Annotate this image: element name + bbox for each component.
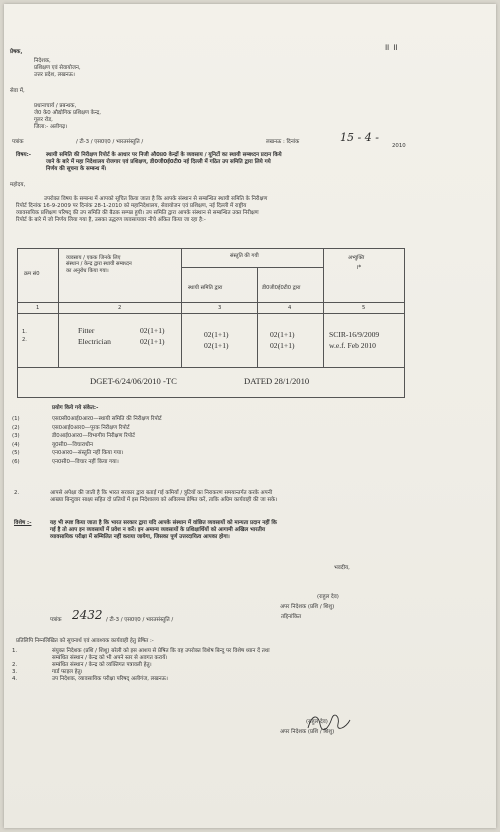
para1-line: रिपोर्ट दिनांक 16-9-2009 पर दिनांक 28-1-2010 को महानिदेशालय, सेवायोजन एवं प्रशिक्षण, नई दिल्ली में राष्ट्रीय — [16, 202, 247, 209]
remarks-mark: ।* — [356, 264, 362, 271]
special-label: विशेष :- — [14, 520, 32, 526]
row-remarks: SCIR-16/9/2009 — [329, 330, 380, 339]
endorse-middle: / टी-3 / एस0ए0 / भारतसंस्तुति / — [106, 617, 174, 623]
subject-label: विषय:- — [16, 152, 32, 158]
header-trade-line: का अनुरोध किया गया। — [66, 267, 109, 274]
signer1-title: अपर निदेशक (प्रशि / शिशु) — [280, 604, 335, 610]
copy-item: 4. उप निदेशक, व्यावसायिक परीक्षा परिषद् अलीगंज, लखनऊ। — [12, 675, 168, 682]
header-recommended: संस्तुति की गयी — [230, 253, 259, 259]
abbreviations-title: प्रयोग किये गये संकेत:- — [52, 405, 99, 411]
header-remarks: अभ्युक्ति — [348, 255, 365, 261]
row-sno: 1. — [22, 329, 27, 335]
recipient-line: गूलर रोड, — [34, 116, 53, 123]
header-trade — [66, 255, 132, 274]
copy-item: 3. गार्ड फाइल हेतु। — [12, 668, 83, 675]
abbrev-item: (1) एस0सी0आई0आर0—स्थायी समिति की निरीक्षण रिपोर्ट — [12, 416, 162, 422]
sender-line: प्रशिक्षण एवं सेवायोजन, — [34, 64, 81, 71]
corner-pen-mark: ॥ ॥ — [384, 43, 398, 53]
sender-line: निदेशक, — [34, 58, 51, 64]
special-line: गई है तो आप इन व्यवसायों में प्रवेश न करें। इन अमान्य व्यवसायों के प्रशिक्षार्थियों को आगामी अखिल भारतीय — [50, 526, 266, 533]
row-units: 02(1+1) — [140, 337, 165, 346]
endorse-prefix: पत्रांक — [50, 617, 62, 623]
recipient-line: प्रधानाचार्य / प्रबन्धक, — [34, 103, 77, 109]
row-units: 02(1+1) — [140, 326, 165, 335]
sender-label: प्रेषक, — [10, 49, 23, 55]
salutation: महोदय, — [10, 182, 26, 188]
subject-line: निर्णय की सूचना के सम्बन्ध में। — [46, 165, 107, 172]
abbrev-item: (5) एन0आर0—संस्तुति नहीं किया गया। — [12, 450, 124, 457]
endorse-number: 2432 — [72, 608, 103, 622]
para1-line: व्यावसायिक प्रशिक्षण परिषद् की उप समिति की बैठक सम्पन्न हुयी। उप समिति द्वारा आपके संस्थान से सम्बन्धित उक्त निरीक्षण — [16, 209, 259, 216]
para1-line: उपरोक्त विषय के सम्बन्ध में आपको सूचित किया जाता है कि आपके संस्थान से सम्बन्धित स्थायी समिति के निरीक्षण — [44, 196, 268, 202]
signer2-title: अपर निदेशक (प्रशि / शिशु) — [280, 729, 335, 735]
to-label: सेवा में, — [10, 88, 25, 94]
header-by-dget: डी0जी0ई0टी0 द्वारा — [262, 285, 301, 291]
handwritten-date: 15 - 4 - — [340, 131, 379, 144]
abbrev-item: (6) एन0सी0—विचार नहीं किया गया। — [12, 458, 119, 465]
copy-list — [12, 648, 270, 683]
header-sno: क्रम सं0 — [24, 271, 40, 277]
subject-text — [46, 152, 282, 173]
subject-line: जाने के बारे में महा निदेशालय रोजगार एवं प्रशिक्षण, डी0जी0ई0टी0 नई दिल्ली में गठित उप समिति द्वारा लिये गये — [46, 158, 271, 165]
header-by-committee: स्थायी समिति द्वारा — [188, 285, 223, 291]
closing: भवदीय, — [334, 565, 350, 571]
abbrev-item: (3) डी0आई0आर0—विभागीय निरीक्षण रिपोर्ट — [12, 433, 135, 440]
paragraph-1 — [16, 196, 267, 224]
copy-item: 2. सम्बंधित संस्थान / केन्द्र को व्यक्तिगत पत्रावली हेतु। — [12, 661, 152, 668]
special-note — [50, 520, 277, 541]
subject-line: स्थायी समिति की निरीक्षण रिपोर्ट के आधार पर निजी औ0प्र0 केन्द्रों के व्यवसाय / यूनिटों का स्थायी सम्बध्दन प्रदान किये — [46, 152, 282, 158]
abbrev-item: (4) यू0सी0—विचाराधीन — [12, 441, 93, 448]
special-line: व्यावसायिक परीक्षा में सम्मिलित नहीं कराया जायेगा, जिसका पूर्ण उत्तरदायित्व आपका होगा। — [50, 533, 230, 540]
col-num: 2 — [118, 305, 122, 311]
header-trade-line: व्यवसाय / एकक जिनके लिए — [66, 255, 121, 261]
copy-item: 1. संयुक्त निदेशक (प्रशि / शिशु) बरेली को इस आशय से प्रेषित कि वह उपरोक्त विशेष बिन्दु पर विशेष ध्यान दें तथा — [12, 648, 270, 654]
place-date: लखनऊ : दिनांक — [266, 139, 300, 145]
row-trade: Electrician — [78, 337, 111, 346]
header-trade-line: संस्थान / केन्द्र द्वारा स्थायी सम्बध्दन — [66, 261, 132, 268]
col-num: 3 — [218, 305, 222, 311]
row-committee: 02(1+1) — [204, 341, 229, 350]
signer1-sub: तद्दिनांकित — [281, 614, 302, 620]
row-dget: 02(1+1) — [270, 341, 295, 350]
paragraph-2 — [50, 490, 277, 504]
table-footer-ref: DGET-6/24/06/2010 -TC — [90, 376, 177, 386]
signer1-name: (राहुल देव) — [317, 594, 339, 600]
recipient-line: जे0 के0 औद्योगिक प्रशिक्षण केन्द्र, — [34, 109, 102, 116]
special-line: यह भी स्पष्ट किया जाता है कि भारत सरकार द्वारा यदि आपके संस्थान में वांछित व्यवसायों को मान्यता प्रदान नहीं कि — [50, 520, 277, 526]
col-num: 4 — [288, 305, 292, 311]
abbrev-item: (2) एस0आई0आर0—पूरक निरीक्षण रिपोर्ट — [12, 424, 130, 431]
row-remarks: w.e.f. Feb 2010 — [329, 341, 376, 350]
row-sno: 2. — [22, 337, 27, 343]
date-year: 2010 — [392, 143, 406, 149]
para1-line: रिपोर्ट के बारे में जो निर्णय लिया गया है, उसका उद्धरण व्यवसायवार नीचे अंकित किया जा रहा है:- — [16, 216, 206, 223]
ref-prefix: पत्रांक — [12, 139, 24, 145]
ref-middle: / टी-3 / एस0ए0 / भारतसंस्तुति / — [76, 139, 144, 145]
recipient-block — [34, 103, 101, 131]
copy-item: सम्बंधित संस्थान / केन्द्र को भी अपने स्तर से अवगत करायें। — [52, 654, 168, 661]
copy-intro: प्रतिलिपि निम्नलिखित को सूचनार्थ एवं आवश्यक कार्यवाही हेतु प्रेषित :- — [16, 638, 154, 644]
letter-page — [4, 4, 496, 828]
sender-block — [34, 58, 81, 79]
row-dget: 02(1+1) — [270, 330, 295, 339]
para2-line: आपसे अपेक्षा की जाती है कि भारत सरकार द्वारा बताई गई कमियाँ / त्रुटियों का निराकरण समयान्तर्गत करके अपनी — [50, 490, 273, 496]
signer2-name: (राहुल देव) — [306, 719, 328, 725]
para2-line: आख्या बिन्दुवार साक्ष्य सहित दो प्रतियों में इस निदेशालय को अविलम्ब प्रेषित करें, ताकि अग्रिम कार्यवाही की जा सके। — [50, 496, 278, 503]
col-num: 5 — [362, 305, 366, 311]
abbreviations-list — [12, 415, 162, 467]
trade-table — [17, 248, 405, 398]
col-num: 1 — [36, 305, 40, 311]
table-footer-date: DATED 28/1/2010 — [244, 376, 310, 386]
row-committee: 02(1+1) — [204, 330, 229, 339]
para2-number: 2. — [14, 490, 20, 496]
recipient-line: जिला:- अलीगढ़। — [34, 123, 68, 130]
row-trade: Fitter — [78, 326, 95, 335]
sender-line: उत्तर प्रदेश, लखनऊ। — [34, 71, 75, 78]
